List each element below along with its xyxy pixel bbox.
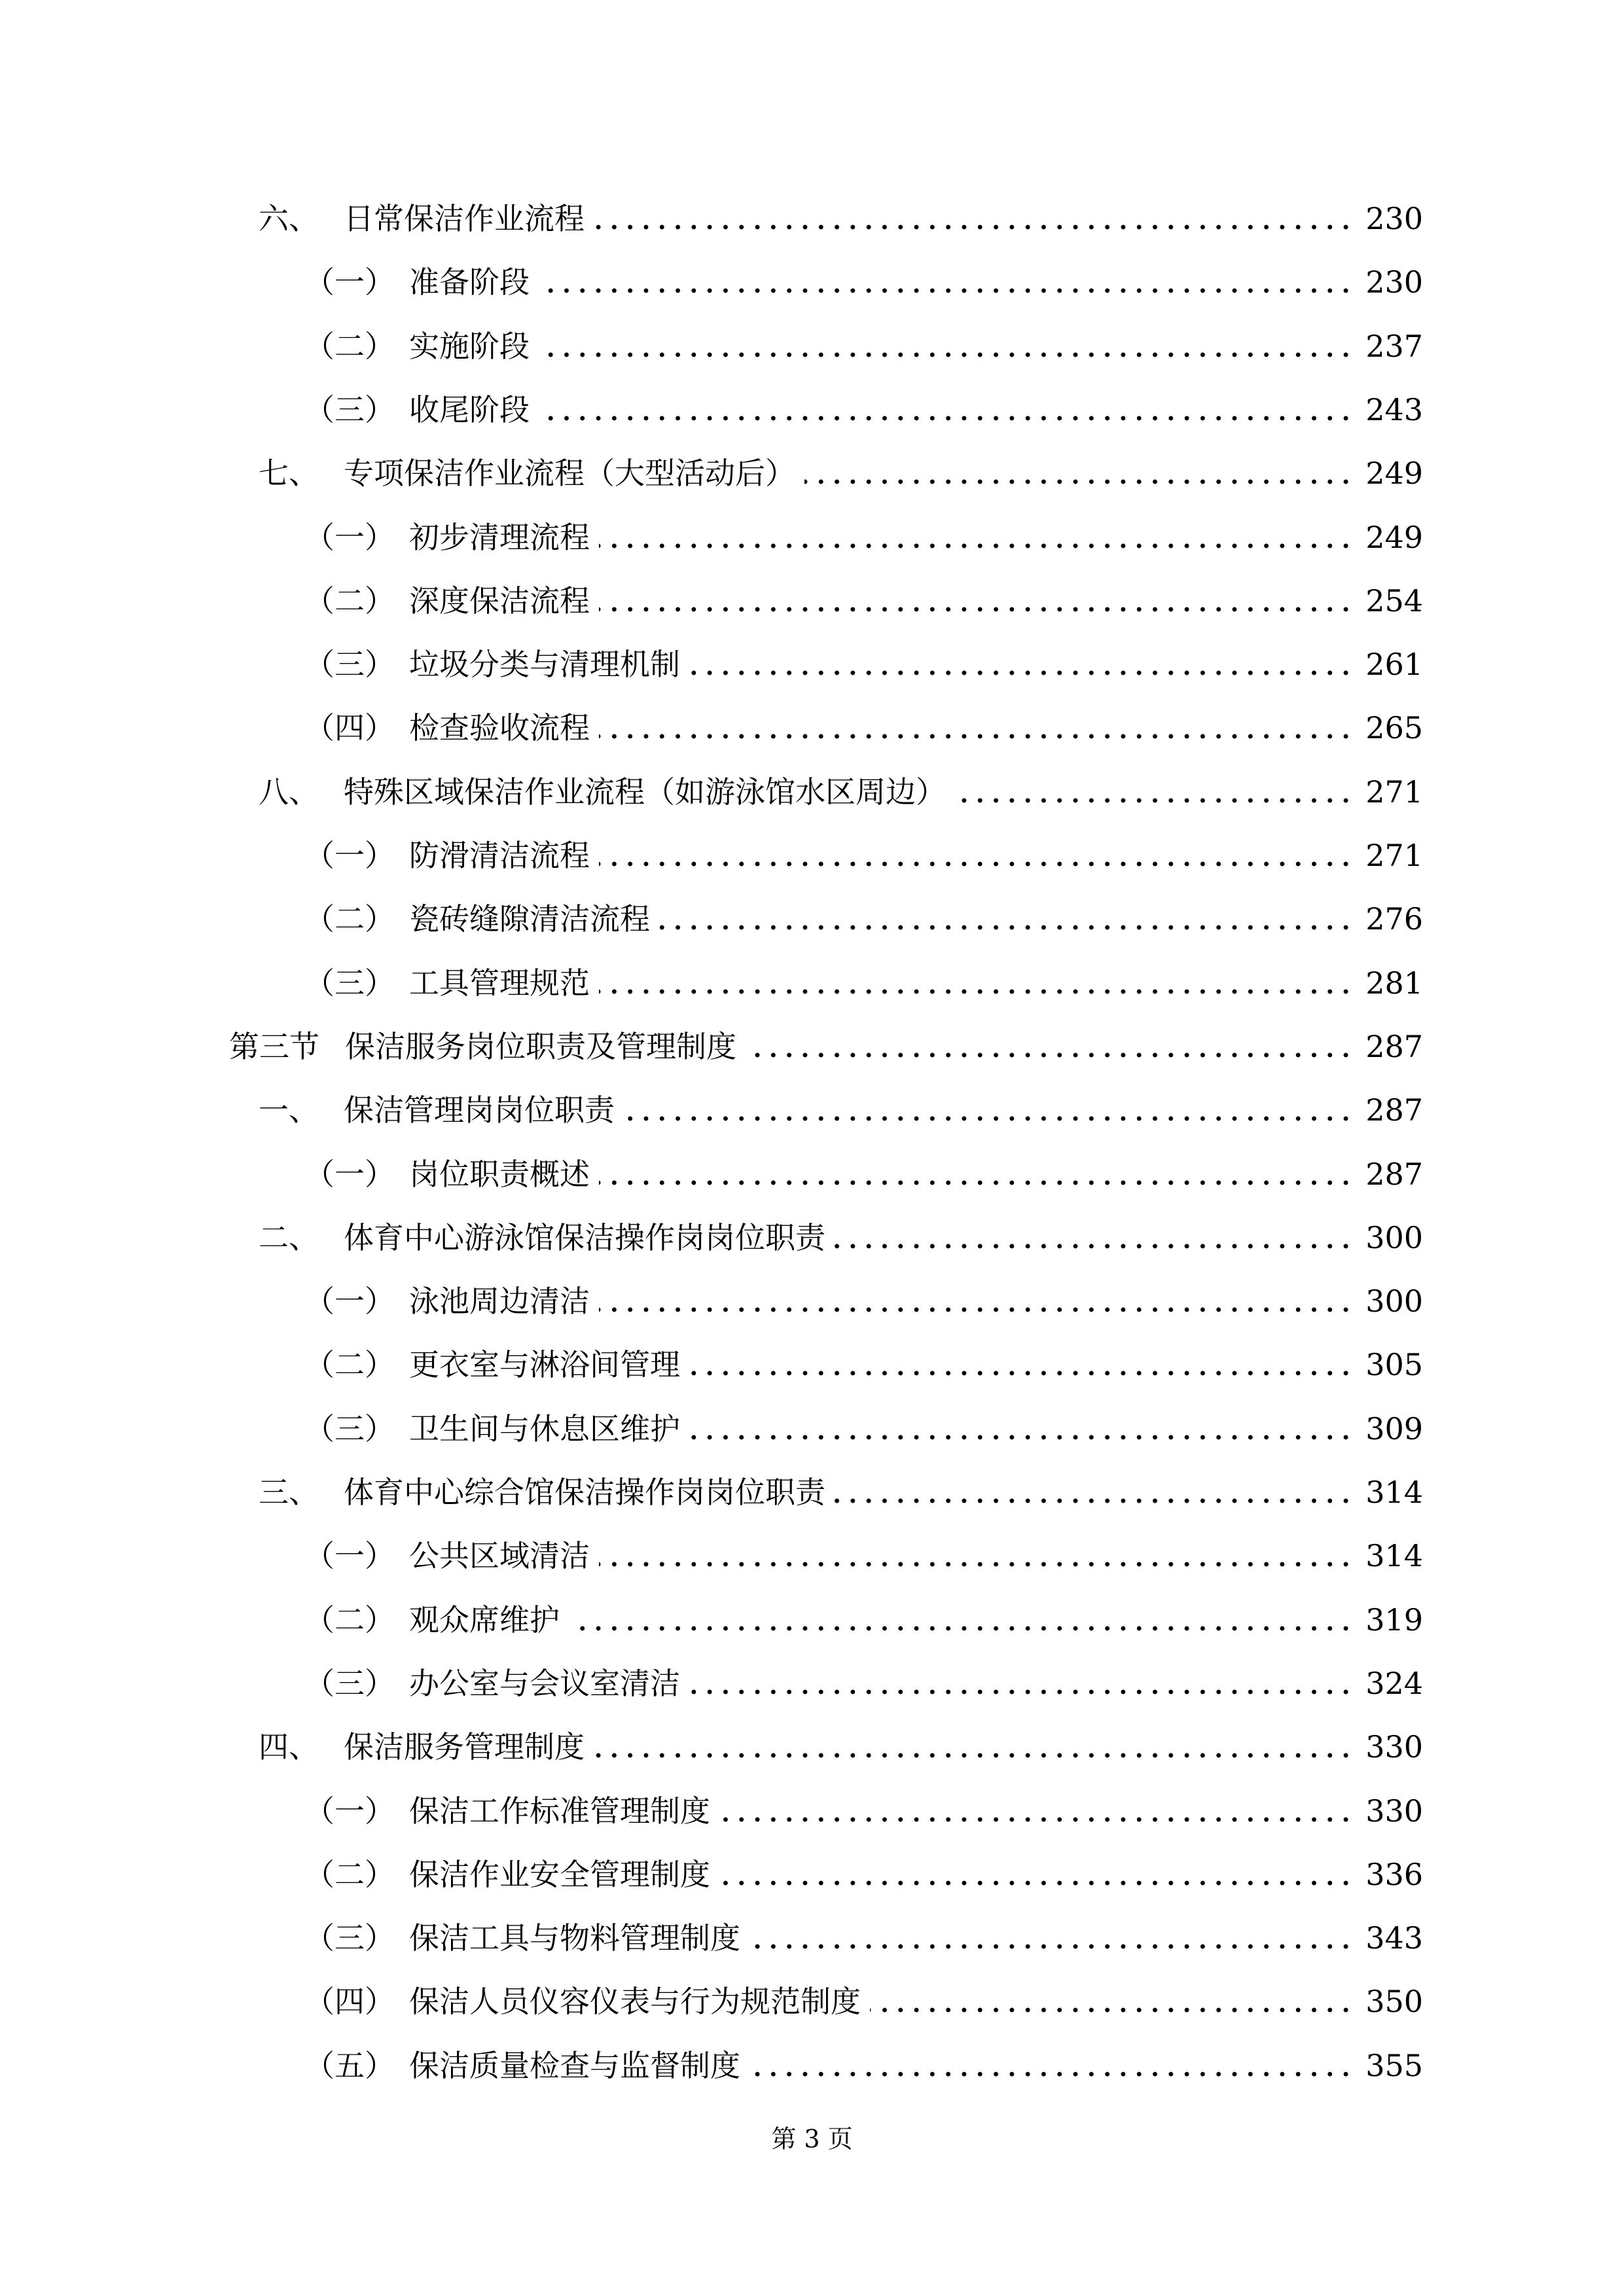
- toc-entry-title[interactable]: 垃圾分类与清理机制: [409, 647, 680, 682]
- toc-dot-leader: [689, 1685, 1354, 1698]
- toc-entry[interactable]: [0, 315, 1624, 378]
- toc-entry-number: （三）: [304, 965, 395, 1001]
- toc-entry-title[interactable]: 岗位职责概述: [409, 1157, 590, 1192]
- toc-dot-leader: [599, 1303, 1354, 1316]
- toc-entry-page-number[interactable]: 271: [1365, 774, 1423, 810]
- toc-dot-leader: [569, 1622, 1354, 1635]
- toc-dot-leader: [689, 666, 1354, 679]
- toc-entry-number: （二）: [304, 1347, 395, 1382]
- toc-entry-title[interactable]: 工具管理规范: [409, 965, 590, 1001]
- toc-entry[interactable]: [0, 1588, 1624, 1651]
- toc-entry-title[interactable]: 保洁管理岗岗位职责: [344, 1092, 615, 1128]
- toc-entry[interactable]: [0, 1397, 1624, 1460]
- toc-entry-number: （五）: [304, 2048, 395, 2083]
- toc-entry-title[interactable]: 保洁工具与物料管理制度: [409, 1920, 740, 1956]
- toc-entry-page-number[interactable]: 300: [1365, 1220, 1423, 1255]
- toc-entry-title[interactable]: 防滑清洁流程: [409, 838, 590, 873]
- toc-entry[interactable]: [0, 1843, 1624, 1906]
- toc-entry-number: （二）: [304, 329, 395, 364]
- toc-dot-leader: [599, 539, 1354, 552]
- toc-entry-title[interactable]: 瓷砖缝隙清洁流程: [409, 901, 650, 937]
- toc-entry-number: （一）: [304, 1793, 395, 1829]
- toc-entry-page-number[interactable]: 300: [1365, 1283, 1423, 1319]
- toc-entry-page-number[interactable]: 261: [1365, 647, 1423, 682]
- toc-entry-number: （三）: [304, 1666, 395, 1701]
- toc-entry[interactable]: [0, 1206, 1624, 1269]
- toc-entry-page-number[interactable]: 249: [1365, 520, 1423, 555]
- toc-entry-number: 三、: [259, 1475, 319, 1510]
- toc-entry-number: 六、: [259, 201, 319, 236]
- toc-entry[interactable]: [0, 1079, 1624, 1141]
- toc-entry[interactable]: [0, 1461, 1624, 1524]
- toc-dot-leader: [624, 1112, 1354, 1125]
- toc-dot-leader: [719, 1813, 1354, 1826]
- toc-entry-number: （三）: [304, 647, 395, 682]
- page-footer: [0, 2119, 1624, 2159]
- toc-entry[interactable]: [0, 1780, 1624, 1842]
- toc-entry-number: 七、: [259, 456, 319, 491]
- toc-entry-title[interactable]: 专项保洁作业流程（大型活动后）: [344, 456, 795, 491]
- toc-entry-title[interactable]: 日常保洁作业流程: [344, 201, 585, 236]
- toc-entry-title[interactable]: 卫生间与休息区维护: [409, 1411, 680, 1446]
- toc-entry-page-number[interactable]: 265: [1365, 710, 1423, 745]
- toc-entry[interactable]: [0, 506, 1624, 569]
- toc-entry-page-number[interactable]: 305: [1365, 1347, 1423, 1382]
- toc-entry-number: （三）: [304, 392, 395, 427]
- page-number-label: 第 3 页: [771, 2125, 853, 2153]
- toc-dot-leader: [594, 221, 1354, 234]
- toc-dot-leader: [835, 1240, 1354, 1253]
- toc-entry-title[interactable]: 泳池周边清洁: [409, 1283, 590, 1319]
- toc-entry-page-number[interactable]: 281: [1365, 965, 1423, 1001]
- toc-entry[interactable]: [0, 696, 1624, 759]
- toc-entry-title[interactable]: 收尾阶段: [409, 392, 530, 427]
- toc-entry[interactable]: [0, 1524, 1624, 1587]
- toc-entry[interactable]: [0, 1015, 1624, 1078]
- toc-entry-page-number[interactable]: 249: [1365, 456, 1423, 491]
- toc-entry-number: 二、: [259, 1220, 319, 1255]
- toc-entry[interactable]: [0, 378, 1624, 441]
- toc-entry-number: 第三节: [229, 1029, 319, 1064]
- toc-entry-page-number[interactable]: 314: [1365, 1475, 1423, 1510]
- toc-dot-leader: [689, 1367, 1354, 1380]
- toc-entry[interactable]: [0, 633, 1624, 696]
- toc-entry-number: （三）: [304, 1411, 395, 1446]
- toc-entry[interactable]: [0, 888, 1624, 950]
- toc-entry-title[interactable]: 观众席维护: [409, 1602, 560, 1638]
- toc-entry-page-number[interactable]: 314: [1365, 1538, 1423, 1573]
- toc-entry[interactable]: [0, 952, 1624, 1014]
- toc-entry-page-number[interactable]: 324: [1365, 1666, 1423, 1701]
- toc-entry-title[interactable]: 办公室与会议室清洁: [409, 1666, 680, 1701]
- toc-entry-page-number[interactable]: 254: [1365, 583, 1423, 619]
- toc-entry[interactable]: [0, 442, 1624, 505]
- toc-dot-leader: [749, 1940, 1354, 1953]
- toc-entry-page-number[interactable]: 287: [1365, 1157, 1423, 1192]
- toc-entry-title[interactable]: 深度保洁流程: [409, 583, 590, 619]
- toc-entry-number: （二）: [304, 1602, 395, 1638]
- toc-entry-number: （一）: [304, 1283, 395, 1319]
- toc-entry-title[interactable]: 特殊区域保洁作业流程（如游泳馆水区周边）: [344, 774, 946, 810]
- toc-entry-page-number[interactable]: 230: [1365, 201, 1423, 236]
- toc-entry[interactable]: [0, 1333, 1624, 1396]
- toc-entry-title[interactable]: 初步清理流程: [409, 520, 590, 555]
- toc-entry-page-number[interactable]: 287: [1365, 1092, 1423, 1128]
- toc-entry-number: （三）: [304, 1920, 395, 1956]
- toc-entry-page-number[interactable]: 230: [1365, 264, 1423, 300]
- toc-entry-page-number[interactable]: 271: [1365, 838, 1423, 873]
- toc-entry-number: （一）: [304, 1538, 395, 1573]
- toc-entry[interactable]: [0, 1652, 1624, 1715]
- toc-dot-leader: [599, 1176, 1354, 1189]
- toc-entry-title[interactable]: 保洁服务管理制度: [344, 1729, 585, 1765]
- toc-entry-page-number[interactable]: 343: [1365, 1920, 1423, 1956]
- toc-entry-title[interactable]: 保洁质量检查与监督制度: [409, 2048, 740, 2083]
- toc-entry-number: （二）: [304, 583, 395, 619]
- toc-entry-title[interactable]: 保洁服务岗位职责及管理制度: [345, 1029, 736, 1064]
- toc-entry-number: （二）: [304, 1857, 395, 1892]
- toc-entry-page-number[interactable]: 330: [1365, 1793, 1423, 1829]
- toc-entry-page-number[interactable]: 336: [1365, 1857, 1423, 1892]
- toc-entry-number: （一）: [304, 1157, 395, 1192]
- toc-dot-leader: [594, 1749, 1354, 1762]
- toc-dot-leader: [599, 603, 1354, 616]
- toc-entry[interactable]: [0, 1907, 1624, 1969]
- toc-dot-leader: [749, 2068, 1354, 2081]
- toc-entry-number: （一）: [304, 520, 395, 555]
- toc-entry-page-number[interactable]: 319: [1365, 1602, 1423, 1638]
- toc-entry-title[interactable]: 检查验收流程: [409, 710, 590, 745]
- toc-dot-leader: [599, 730, 1354, 743]
- toc-entry-title[interactable]: 更衣室与淋浴间管理: [409, 1347, 680, 1382]
- toc-entry-number: （一）: [304, 264, 395, 300]
- toc-entry-title[interactable]: 保洁作业安全管理制度: [409, 1857, 710, 1892]
- toc-entry-number: 一、: [259, 1092, 319, 1128]
- toc-entry-title[interactable]: 体育中心游泳馆保洁操作岗岗位职责: [344, 1220, 825, 1255]
- toc-dot-leader: [955, 794, 1354, 807]
- toc-entry-title[interactable]: 体育中心综合馆保洁操作岗岗位职责: [344, 1475, 825, 1510]
- toc-entry[interactable]: [0, 1715, 1624, 1778]
- toc-dot-leader: [689, 1431, 1354, 1444]
- toc-dot-leader: [539, 284, 1354, 297]
- toc-entry[interactable]: [0, 187, 1624, 250]
- toc-dot-leader: [539, 412, 1354, 425]
- toc-entry-page-number[interactable]: 355: [1365, 2048, 1423, 2083]
- toc-entry-page-number[interactable]: 309: [1365, 1411, 1423, 1446]
- toc-dot-leader: [599, 985, 1354, 998]
- toc-entry-page-number[interactable]: 237: [1365, 329, 1423, 364]
- toc-entry[interactable]: [0, 1970, 1624, 2033]
- toc-entry-title[interactable]: 实施阶段: [409, 329, 530, 364]
- toc-entry-page-number[interactable]: 350: [1365, 1984, 1423, 2019]
- toc-entry-number: 四、: [259, 1729, 319, 1765]
- toc-entry-title[interactable]: 保洁人员仪容仪表与行为规范制度: [409, 1984, 861, 2019]
- toc-entry[interactable]: [0, 1270, 1624, 1333]
- toc-entry[interactable]: [0, 2034, 1624, 2097]
- toc-entry[interactable]: [0, 824, 1624, 887]
- toc-entry-title[interactable]: 准备阶段: [409, 264, 530, 300]
- toc-dot-leader: [719, 1876, 1354, 1890]
- toc-dot-leader: [870, 2003, 1354, 2017]
- toc-entry[interactable]: [0, 1143, 1624, 1206]
- toc-entry-page-number[interactable]: 276: [1365, 901, 1423, 937]
- toc-entry-number: （二）: [304, 901, 395, 937]
- toc-entry-title[interactable]: 公共区域清洁: [409, 1538, 590, 1573]
- toc-dot-leader: [599, 857, 1354, 870]
- toc-entry-title[interactable]: 保洁工作标准管理制度: [409, 1793, 710, 1829]
- toc-dot-leader: [746, 1049, 1354, 1062]
- toc-dot-leader: [599, 1558, 1354, 1571]
- toc-entry[interactable]: [0, 251, 1624, 314]
- toc-entry-number: 八、: [259, 774, 319, 810]
- toc-entry-page-number[interactable]: 330: [1365, 1729, 1423, 1765]
- toc-dot-leader: [804, 475, 1354, 488]
- toc-entry-page-number[interactable]: 243: [1365, 392, 1423, 427]
- toc-entry-page-number[interactable]: 287: [1365, 1029, 1423, 1064]
- toc-entry-number: （一）: [304, 838, 395, 873]
- toc-dot-leader: [539, 348, 1354, 361]
- toc-dot-leader: [835, 1494, 1354, 1507]
- toc-entry[interactable]: [0, 761, 1624, 823]
- toc-entry-number: （四）: [304, 1984, 395, 2019]
- toc-entry[interactable]: [0, 569, 1624, 632]
- toc-entry-number: （四）: [304, 710, 395, 745]
- toc-dot-leader: [659, 921, 1354, 934]
